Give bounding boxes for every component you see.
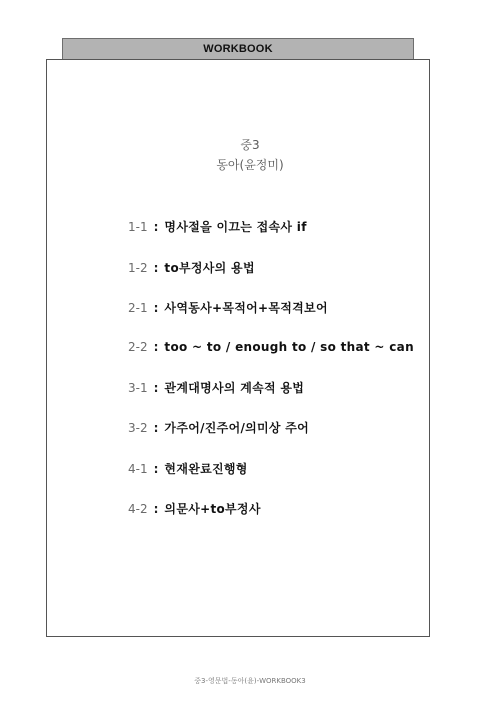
toc-item-number: 4-2	[128, 502, 148, 516]
toc-item-title: 사역동사+목적어+목적격보어	[164, 301, 328, 315]
toc-item-title: 관계대명사의 계속적 용법	[164, 381, 305, 395]
toc-item-separator: :	[153, 462, 159, 476]
toc-item	[128, 218, 307, 235]
toc-item	[128, 299, 328, 316]
toc-item-number: 2-2	[128, 340, 148, 354]
toc-item-title: 명사절을 이끄는 접속사 if	[164, 220, 307, 234]
workbook-header-label: WORKBOOK	[203, 43, 273, 55]
toc-item-title: too ~ to / enough to / so that ~ can	[164, 340, 414, 354]
toc-item	[128, 379, 304, 396]
toc-item	[128, 419, 309, 436]
toc-item-separator: :	[153, 502, 159, 516]
toc-item-title: 현재완료진행형	[164, 462, 248, 476]
toc-item-title: 가주어/진주어/의미상 주어	[164, 421, 310, 435]
toc-item-number: 4-1	[128, 462, 148, 476]
toc-item-separator: :	[153, 220, 159, 234]
toc-item-number: 1-1	[128, 220, 148, 234]
toc-item-separator: :	[153, 261, 159, 275]
workbook-header-tab	[62, 38, 414, 60]
toc-item-title: 의문사+to부정사	[164, 502, 261, 516]
toc-item-number: 2-1	[128, 301, 148, 315]
toc-item-number: 1-2	[128, 261, 148, 275]
toc-item-number: 3-1	[128, 381, 148, 395]
toc-item	[128, 460, 248, 477]
toc-item-separator: :	[153, 340, 159, 354]
toc-item	[128, 340, 414, 354]
grade-label: 중3	[240, 138, 260, 152]
toc-item	[128, 500, 261, 517]
toc-item-separator: :	[153, 381, 159, 395]
toc-item-number: 3-2	[128, 421, 148, 435]
textbook-label: 동아(윤정미)	[216, 158, 284, 172]
toc-item-separator: :	[153, 301, 159, 315]
toc-item	[128, 259, 255, 276]
toc-item-separator: :	[153, 421, 159, 435]
page-footer: 중3-영문법-동아(윤)-WORKBOOK3	[194, 677, 306, 685]
toc-item-title: to부정사의 용법	[164, 261, 255, 275]
